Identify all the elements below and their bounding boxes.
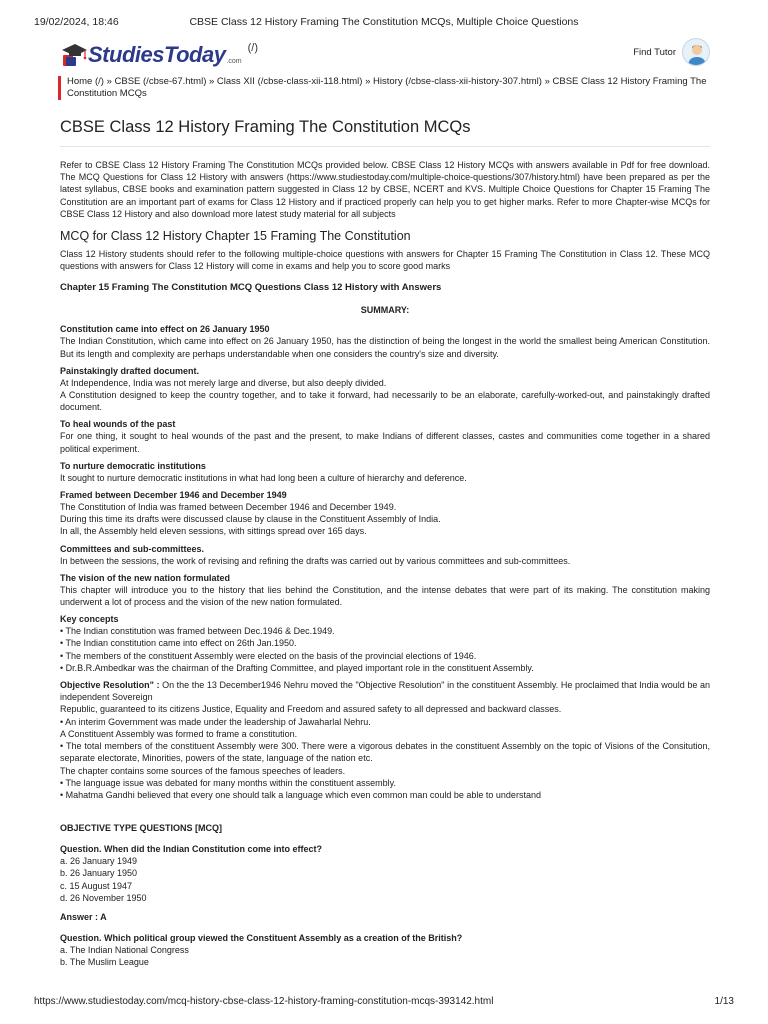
section-line: The Constitution of India was framed between December 1946 and December 1949. (60, 502, 397, 513)
section-line: • Mahatma Gandhi believed that every one should talk a language which even common man could be able to understand (60, 789, 541, 800)
mcq-heading: OBJECTIVE TYPE QUESTIONS [MCQ] (60, 823, 223, 834)
objective-resolution-intro (60, 679, 710, 703)
print-date: 19/02/2024, 18:46 (34, 16, 119, 28)
intro-paragraph: Refer to CBSE Class 12 History Framing The Constitution MCQs provided below. CBSE Class 12 History MCQs with answers available in Pdf for free download. The MCQ Questions for Class 12 History with answers (https://www.studiestoday.com/multiple-choice-questions/307/history.html) have been prepared as per the latest syllabus, CBSE books and examination pattern suggested in Class 12 by CBSE, NCERT and KVS. Multiple Choice Questions for Chapter 15 Framing The Constitution are an important part of exams for Class 12 History and if practiced properly can help you to get higher marks. Refer to more Chapter-wise MCQs for CBSE Class 12 History and also download more latest study material for all subjects (60, 160, 710, 219)
chapter-heading: Chapter 15 Framing The Constitution MCQ Questions Class 12 History with Answers (60, 282, 442, 294)
site-header (60, 38, 710, 76)
section-title: The vision of the new nation formulated (60, 572, 231, 583)
question-block (60, 932, 710, 968)
key-concept-item: • The Indian constitution was framed between Dec.1946 & Dec.1949. (60, 626, 335, 637)
graduation-cap-icon (60, 42, 88, 68)
option-item: c. 15 August 1947 (60, 880, 133, 891)
question-text: Question. Which political group viewed the Constituent Assembly as a creation of the British? (60, 932, 463, 943)
option-item: a. 26 January 1949 (60, 856, 138, 867)
summary-section (60, 543, 710, 567)
section-title: To nurture democratic institutions (60, 460, 206, 471)
key-concept-item: • The members of the constituent Assembly were elected on the basis of the provincial elections of 1946. (60, 650, 477, 661)
option-item: b. The Muslim League (60, 957, 149, 968)
logo-suffix: .com (226, 58, 242, 65)
section-line: • The language issue was debated for many months within the constituent assembly. (60, 777, 397, 788)
page-title: CBSE Class 12 History Framing The Constitution MCQs (60, 118, 710, 147)
breadcrumb[interactable]: Home (/) » CBSE (/cbse-67.html) » Class XII (/cbse-class-xii-118.html) » History (/cbse-class-xii-history-307.html) » CBSE Class 12 History Framing The Constitution MCQs (58, 76, 710, 100)
page-number: 1/13 (714, 996, 734, 1007)
answer-text: Answer : A (60, 911, 107, 922)
mcq-subheading: MCQ for Class 12 History Chapter 15 Framing The Constitution (60, 229, 411, 244)
section-line: In between the sessions, the work of revising and refining the drafts was carried out by various committees and sub-committees. (60, 555, 571, 566)
summary-section (60, 365, 710, 414)
question-block (60, 843, 710, 922)
user-avatar-icon[interactable] (682, 38, 710, 66)
key-concept-item: • Dr.B.R.Ambedkar was the chairman of the Drafting Committee, and played important role in the constituent Assembly. (60, 662, 534, 673)
summary-section (60, 489, 710, 538)
print-url: https://www.studiestoday.com/mcq-history-cbse-class-12-history-framing-constitution-mcqs-393142.html (34, 996, 494, 1007)
question-text: Question. When did the Indian Constitution come into effect? (60, 844, 322, 855)
section-line: This chapter will introduce you to the history that lies behind the Constitution, and the intense debates that were part of its making. The constitution making underwent a lot of process and the vision of the new nation formulated. (60, 584, 710, 608)
section-line: • An interim Government was made under the leadership of Jawaharlal Nehru. (60, 716, 371, 727)
section-title: To heal wounds of the past (60, 419, 176, 430)
section-line: • The total members of the constituent Assembly were 300. There were a vigorous debates in the constituent Assembly on the topic of Visions of the Consitution, separate electorate, Minorities, powers of the state, language of the nation etc. (60, 741, 710, 764)
key-concept-item: • The Indian constitution came into effect on 26th Jan.1950. (60, 638, 297, 649)
logo-text: StudiesToday (88, 42, 226, 67)
section-line: At Independence, India was not merely large and diverse, but also deeply divided. (60, 377, 387, 388)
summary-section (60, 572, 710, 608)
objective-resolution-section (60, 679, 710, 801)
section-title: Committees and sub-committees. (60, 543, 205, 554)
subintro-paragraph: Class 12 History students should refer to the following multiple-choice questions with answers for Chapter 15 Framing The Constitution in Class 12. These MCQ questions with answers for Class 12 History will come in exams and help you to score good marks (60, 249, 710, 272)
section-line: During this time its drafts were discussed clause by clause in the Constituent Assembly of India. (60, 514, 441, 525)
site-logo[interactable] (60, 42, 258, 68)
summary-section (60, 460, 710, 484)
section-line: For one thing, it sought to heal wounds of the past and the present, to make Indians of different classes, castes and communities come together in a shared political experiment. (60, 431, 710, 454)
section-title: Key concepts (60, 614, 119, 625)
summary-section (60, 323, 710, 359)
summary-label: SUMMARY: (360, 305, 410, 316)
section-line: The Indian Constitution, which came into effect on 26 January 1950, has the distinction of being the longest in the world the smallest being American Constitution. But its length and complexity are perhaps understandable when one considers the country's size and diversity. (60, 336, 710, 359)
section-line: Republic, guaranteed to its citizens Justice, Equality and Freedom and assured safety to all depressed and backward classes. (60, 704, 562, 715)
section-line: A Constituent Assembly was formed to frame a constitution. (60, 728, 298, 739)
summary-sections (60, 323, 710, 801)
summary-section (60, 613, 710, 674)
section-line: It sought to nurture democratic institutions in what had long been a culture of hierarchy and deference. (60, 472, 467, 483)
find-tutor-link[interactable]: Find Tutor (633, 47, 676, 58)
main-content (60, 118, 710, 968)
section-title: Painstakingly drafted document. (60, 365, 200, 376)
option-item: a. The Indian National Congress (60, 944, 189, 955)
section-title: Framed between December 1946 and December 1949 (60, 490, 287, 501)
section-line: In all, the Assembly held eleven sessions, with sittings spread over 165 days. (60, 526, 367, 537)
option-item: d. 26 November 1950 (60, 892, 147, 903)
print-title: CBSE Class 12 History Framing The Constitution MCQs, Multiple Choice Questions (189, 16, 579, 28)
section-line: The chapter contains some sources of the famous speeches of leaders. (60, 765, 346, 776)
objective-resolution-text: On the the 13 December1946 Nehru moved the "Objective Resolution" in the constituent Assembly. He proclaimed that India would be an independent Sovereign (60, 680, 711, 703)
logo-link-text: (/) (247, 42, 258, 54)
section-title: Constitution came into effect on 26 January 1950 (60, 324, 270, 335)
objective-resolution-title: Objective Resolution" : (60, 680, 160, 691)
section-line: A Constitution designed to keep the country together, and to take it forward, had necessarily to be an elaborate, carefully-worked-out, and painstakingly drafted document. (60, 390, 710, 413)
option-item: b. 26 January 1950 (60, 868, 138, 879)
summary-section (60, 418, 710, 454)
